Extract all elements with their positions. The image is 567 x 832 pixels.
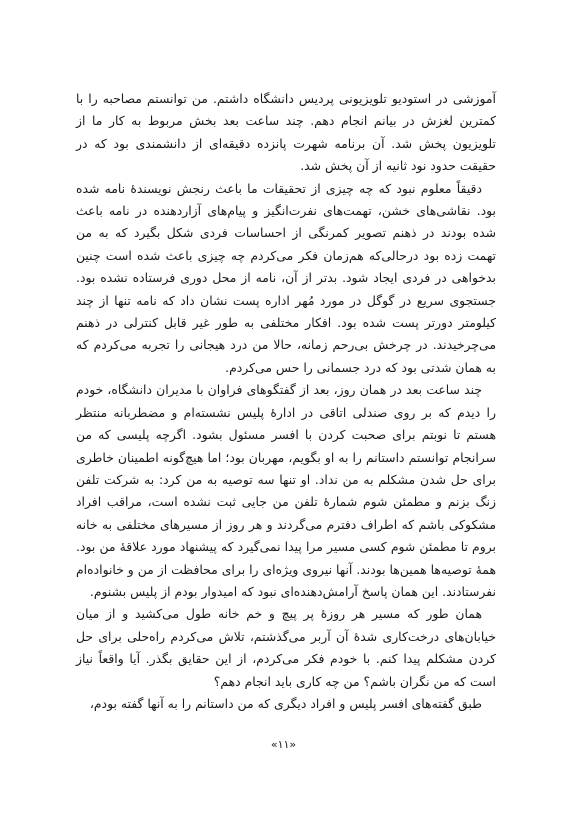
paragraph-1: آموزشی در استودیو تلویزیونی پردیس دانشگاه داشتم. من توانستم مصاحبه را با کمترین لغزش در بیانم انجام دهم. چند ساعت بعد بخش مربوط به کار ما از تلویزیون پخش شد. آن برنامه شهرت پانزده دقیقه‌ای از دانشمندی بود که در حقیقت حدود نود ثانیه از آن پخش شد. [76, 91, 496, 174]
paragraph-5: طبق گفته‌های افسر پلیس و افراد دیگری که من داستانم را به آنها گفته بودم، [89, 695, 482, 711]
paragraph-4: همان طور که مسیر هر روزهٔ پر پیچ و خم خانه طول می‌کشید و از میان خیابان‌های درخت‌کاری شدهٔ آن آربر می‌گذشتم، تلاش می‌کردم راه‌حلی برای حل کردن مشکلم پیدا کنم. با خودم فکر می‌کردم، از این حقایق بگذر. آیا واقعاً نیاز است که من نگران باشم؟ من چه کاری باید انجام دهم؟ [76, 606, 496, 689]
paragraph-2: دقیقاً معلوم نبود که چه چیزی از تحقیقات ما باعث رنجش نویسندهٔ نامه شده بود. نقاشی‌های خشن، تهمت‌های نفرت‌انگیز و پیام‌های آزاردهنده در نامه باعث شده بودند در ذهنم تصویر کمرنگی از احساسات فردی شکل بگیرد که به من تهمت زده بود درحالی‌که هم‌زمان فکر می‌کردم چه چیزی باعث شده است چنین بدخواهی در فردی ایجاد شود. بدتر از آن، نامه از محل دوری فرستاده نشده بود. جستجوی سریع در گوگل در مورد مُهر اداره پست نشان داد که نامه تنها از چند کیلومتر دورتر پست شده بود. افکار مختلفی به طور غیر قابل کنترلی در ذهنم می‌چرخیدند. در چرخش بی‌رحم زمانه، حالا من درد هیجانی را تجربه می‌کردم که به همان شدتی بود که درد جسمانی را حس می‌کردم. [76, 180, 496, 375]
body-text [76, 88, 496, 715]
paragraph-3: چند ساعت بعد در همان روز، بعد از گفتگوهای فراوان با مدیران دانشگاه، خودم را دیدم که بر روی صندلی اتاقی در ادارهٔ پلیس نشسته‌ام و مضطربانه منتظر هستم تا نوبتم برای صحبت کردن با افسر مسئول بشود. اگرچه پلیسی که من سرانجام توانستم داستانم را به او بگویم، مهربان بود؛ اما هیچ‌گونه اطمینان خاطری برای حل شدن مشکلم به من نداد. او تنها سه توصیه به من کرد: به شرکت تلفن زنگ بزنم و مطمئن شوم شمارهٔ تلفن من جایی ثبت نشده است، مراقب افراد مشکوکی باشم که اطراف دفترم می‌گردند و هر روز از مسیرهای مختلفی به خانه بروم تا مطمئن شوم کسی مسیر مرا پیدا نمی‌گیرد که پیشنهاد مورد علاقهٔ من بود. همهٔ توصیه‌ها همین‌ها بودند. آنها نیروی ویژه‌ای را برای محافظت از من و خانواده‌ام نفرستادند. این همان پاسخ آرامش‌دهنده‌ای نبود که امیدوار بودم از پلیس بشنوم. [76, 382, 496, 599]
page-number: «۱۱» [270, 738, 297, 751]
